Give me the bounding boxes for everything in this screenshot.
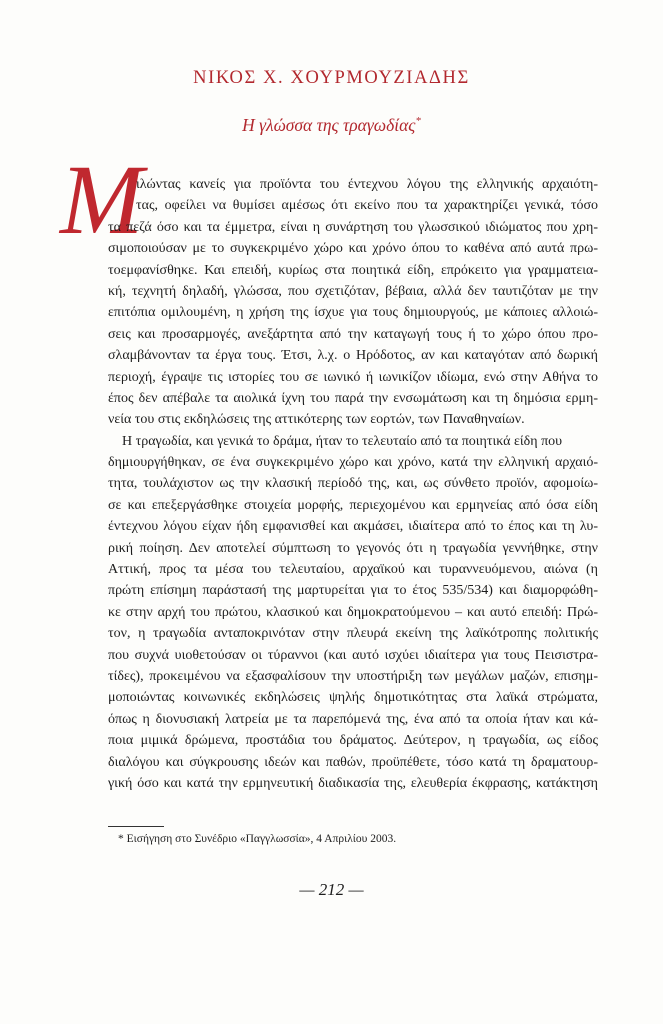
text-line: όπως η διονυσιακή λατρεία με τα παρεπόμενά της, ένα από τα οποία ήταν και κά-	[108, 711, 598, 727]
text-line: έπος δεν απέβαλε τα αιολικά ίχνη του παρά την ενσωμάτωση και τη δημόσια ερμη-	[108, 390, 598, 406]
text-line: σε και επεξεργάσθηκε στοιχεία μορφής, περιεχομένου και ερμηνείας από όσα είδη	[108, 497, 598, 513]
text-line: δημιουργήθηκαν, σε ένα συγκεκριμένο χώρο και χρόνο, κατά την ελληνική αρχαιό-	[108, 455, 598, 471]
text-line: ρική ποίηση. Δεν αποτελεί σύμπτωση το γεγονός ότι η τραγωδία γεννήθηκε, στην	[108, 540, 598, 556]
text-line: ιλώντας κανείς για προϊόντα του έντεχνου λόγου της ελληνικής αρχαιότη-	[136, 177, 598, 192]
text-line: πρώτη επίσημη παράστασή της μαρτυρείται για το έτος 535/534) και διαμορφώθη-	[108, 583, 598, 599]
page-number: — 212 —	[299, 880, 364, 899]
text-line: μοποιώντας κοινωνικές εκδηλώσεις ψηλής δημοτικότητας στα λαϊκά στρώματα,	[108, 690, 598, 706]
text-line: περιοχή, έγραψε τις ιστορίες του σε ιωνικό ή ιωνικίζον ιδίωμα, ενώ στην Αθήνα το	[108, 369, 598, 385]
text-line: τας, οφείλει να θυμίσει αμέσως ότι εκείνο που τα χαρακτηρίζει γενικά, τόσο	[136, 198, 598, 214]
text-line: τον, η τραγωδία ανταποκρινόταν στην πλευρά εκείνη της λαϊκότροπης πολιτικής	[108, 626, 598, 642]
text-line: έντεχνου λόγου είχαν ήδη εμφανισθεί και ακμάσει, ιδιαίτερα από το έπος και τη λυ-	[108, 519, 598, 535]
text-line: νεία του στις εκδηλώσεις της αττικότερης των εορτών, των Παναθηναίων.	[108, 412, 525, 428]
text-line: επιτόπια ομιλουμένη, η χρήση της ίσχυε για τους δημιουργούς, με κάποιες αλλοιώ-	[108, 305, 598, 321]
text-line: διαλόγου και σύγκρουσης ιδεών και παθών, προϋπέθετε, τόσο κατά τη δραματουρ-	[108, 754, 598, 770]
article-body	[108, 174, 598, 794]
text-line: γική όσο και κατά την ερμηνευτική διαδικασία της, ελευθερία έκφρασης, κατάκτηση	[108, 775, 598, 791]
text-line: σλαμβάνονταν τα έργα τους. Έτσι, λ.χ. ο Ηρόδοτος, αν και καταγόταν από δωρική	[108, 348, 598, 364]
text-line: ποια μιμικά δρώμενα, προστάδια του δράματος. Δεύτερον, η τραγωδία, ως είδος	[108, 733, 598, 749]
footnote-divider	[108, 826, 164, 827]
text-line: Η τραγωδία, και γενικά το δράμα, ήταν το τελευταίο από τα ποιητικά είδη που	[122, 433, 563, 449]
text-line: τα πεζά όσο και τα έμμετρα, είναι η συνάρτηση του γλωσσικού ιδιώματος που χρη-	[108, 219, 598, 235]
text-line: σιμοποιούσαν με το συγκεκριμένο χώρο και χρόνο όπου το καθένα από αυτά πρω-	[108, 241, 598, 257]
text-line: τοεμφανίσθηκε. Και επειδή, κυρίως στα ποιητικά είδη, επρόκειτο για γραμματεια-	[108, 262, 598, 278]
text-line: σεις και προσαρμογές, ανεξάρτητα από την καταγωγή τους ή το χώρο όπου προ-	[108, 326, 598, 342]
text-line: κε στην αρχή του πρώτου, κλασικού και δημοκρατούμενου – και αυτό επειδή: Πρώ-	[108, 604, 598, 620]
footnote: * Εισήγηση στο Συνέδριο «Παγγλωσσία», 4 Απριλίου 2003.	[118, 833, 397, 845]
drop-cap: Μ	[60, 144, 144, 255]
text-line: Αττική, προς τα μέσα του τελευταίου, αρχαϊκού και τυραννευόμενου, αιώνα (η	[108, 562, 598, 578]
article-title	[0, 115, 663, 136]
text-line: τητα, τουλάχιστον ως την κλασική περίοδό της, και, ως σύνθετο προϊόν, αφομοίω-	[108, 476, 598, 492]
text-line: τίδες), προκειμένου να εξασφαλίσουν την υποστήριξη των μεγάλων μαζών, επισημ-	[108, 668, 598, 684]
text-line: κή, τεχνητή δηλαδή, γλώσσα, που σχετιζόταν, βέβαια, αλλά δεν ταυτιζόταν με την	[108, 283, 598, 299]
footnote-marker: *	[415, 115, 421, 128]
text-line: που συχνά υιοθετούσαν οι τύραννοι (και αυτό ισχύει ιδιαίτερα για τους Πεισιστρα-	[108, 647, 598, 663]
author-name: ΝΙΚΟΣ Χ. ΧΟΥΡΜΟΥΖΙΑΔΗΣ	[193, 68, 470, 88]
article-title-text: Η γλώσσα της τραγωδίας	[242, 115, 416, 135]
